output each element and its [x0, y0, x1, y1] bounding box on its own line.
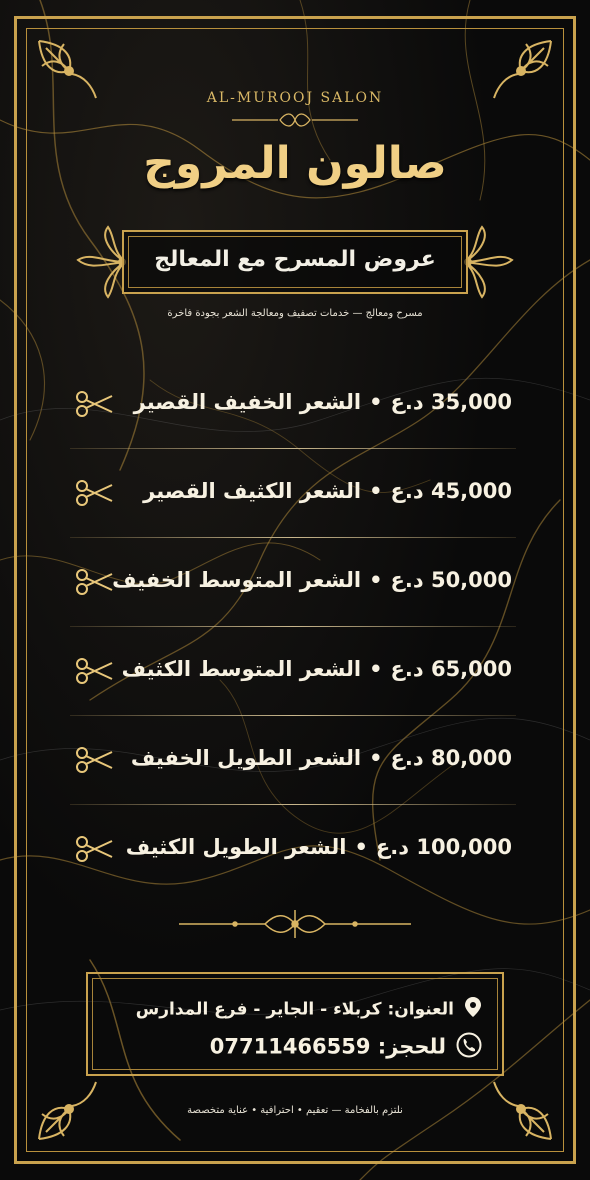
item-name: الشعر المتوسط الكثيف: [121, 657, 362, 681]
bullet: •: [354, 835, 368, 859]
item-price: 50,000: [430, 568, 512, 592]
salon-name-english: AL-MUROOJ SALON: [206, 90, 384, 106]
contact-box: [86, 972, 504, 1076]
bullet: •: [369, 479, 383, 503]
phone-text: للحجز: 07711466559: [209, 1034, 446, 1059]
item-price: 45,000: [430, 479, 512, 503]
location-pin-icon: [464, 996, 482, 1023]
price-list-item: [70, 370, 516, 459]
currency: د.ع: [390, 657, 424, 681]
price-line: [126, 835, 512, 859]
currency: د.ع: [390, 479, 424, 503]
price-list: [70, 370, 516, 904]
bullet: •: [369, 746, 383, 770]
scissors-icon: [74, 835, 114, 863]
divider-line: [70, 715, 516, 716]
price-line: [131, 746, 512, 770]
price-line: [112, 568, 512, 592]
scissors-icon: [74, 479, 114, 507]
offer-banner-text: عروض المسرح مع المعالج: [154, 247, 436, 272]
item-name: الشعر الطويل الخفيف: [130, 746, 362, 770]
floral-ornament-icon: [460, 222, 520, 302]
currency: د.ع: [390, 746, 424, 770]
address-row: [136, 996, 482, 1023]
bullet: •: [369, 390, 383, 414]
bullet: •: [369, 568, 383, 592]
offer-banner: [122, 230, 468, 294]
item-name: الشعر الكثيف القصير: [143, 479, 362, 503]
divider-line: [70, 804, 516, 805]
item-price: 65,000: [430, 657, 512, 681]
currency: د.ع: [390, 390, 424, 414]
item-name: الشعر المتوسط الخفيف: [112, 568, 362, 592]
item-name: الشعر الخفيف القصير: [133, 390, 362, 414]
scissors-icon: [74, 657, 114, 685]
scissors-icon: [74, 568, 114, 596]
salon-name-arabic: صالون المروج: [143, 138, 447, 189]
phone-icon: [456, 1032, 482, 1063]
phone-row: [210, 1032, 482, 1063]
flourish-icon: [175, 904, 415, 944]
price-line: [134, 390, 512, 414]
divider-line: [70, 448, 516, 449]
flourish-icon: [230, 112, 360, 128]
tagline: مسرح ومعالج — خدمات تصفيف ومعالجة الشعر بجودة فاخرة: [167, 308, 423, 319]
price-list-item: [70, 548, 516, 637]
price-list-item: [70, 726, 516, 815]
item-name: الشعر الطويل الكثيف: [125, 835, 347, 859]
divider-line: [70, 626, 516, 627]
price-line: [122, 657, 512, 681]
price-list-item: [70, 459, 516, 548]
price-list-item: [70, 815, 516, 904]
scissors-icon: [74, 746, 114, 774]
bullet: •: [369, 657, 383, 681]
item-price: 80,000: [430, 746, 512, 770]
floral-ornament-icon: [70, 222, 130, 302]
scissors-icon: [74, 390, 114, 418]
currency: د.ع: [375, 835, 410, 859]
price-line: [143, 479, 512, 503]
price-list-item: [70, 637, 516, 726]
currency: د.ع: [390, 568, 424, 592]
item-price: 100,000: [416, 835, 512, 859]
footer-tagline: نلتزم بالفخامة — تعقيم • احترافية • عناية متخصصة: [187, 1105, 403, 1116]
item-price: 35,000: [430, 390, 512, 414]
address-text: العنوان: كربلاء - الجاير - فرع المدارس: [135, 999, 454, 1020]
divider-line: [70, 537, 516, 538]
